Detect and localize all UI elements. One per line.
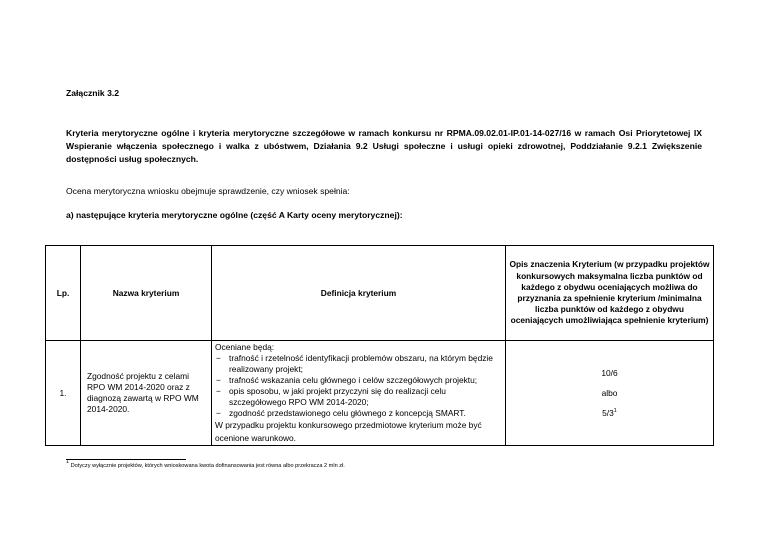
list-item-text: zgodność przedstawionego celu głównego z koncepcją SMART. (229, 408, 466, 418)
dash-bullet-icon: − (216, 408, 221, 418)
section-a-title: a) następujące kryteria merytoryczne ogólne (część A Karty oceny merytorycznej): (66, 210, 403, 220)
score-alt-line (506, 403, 713, 423)
document-heading: Kryteria merytoryczne ogólne i kryteria merytoryczne szczegółowe w ramach konkursu nr RPMA.09.02.01-IP.01-14-027/16 w ramach Osi Priorytetowej IX Wspieranie włączenia społecznego i walka z ubóstwem, Działania 9.2 Usługi społeczne i usługi opieki zdrowotnej, Poddziałanie 9.2.1 Zwiększenie dostępności usług społecznych. (66, 128, 702, 164)
footnote (66, 459, 345, 469)
row-criterion-definition (212, 341, 506, 446)
dash-bullet-icon: − (216, 353, 221, 363)
dash-bullet-icon: − (216, 386, 221, 396)
score-or: albo (601, 388, 618, 398)
list-item-text: trafność wskazania celu głównego i celów szczegółowych projektu; (229, 375, 478, 385)
score-alt: 5/3 (602, 408, 614, 418)
row-criterion-name: Zgodność projektu z celami RPO WM 2014-2020 oraz z diagnozą zawartą w RPO WM 2014-2020. (81, 341, 212, 446)
score-max: 10/6 (601, 368, 618, 378)
list-item (215, 353, 502, 375)
criteria-table (45, 245, 714, 446)
footnote-ref: 1 (613, 408, 617, 414)
footnote-mark: 1 (66, 459, 70, 465)
row-lp: 1. (46, 341, 81, 446)
definition-note: W przypadku projektu konkursowego przedmiotowe kryterium może być ocenione warunkowo. (215, 420, 482, 443)
list-item (215, 375, 502, 386)
header-name: Nazwa kryterium (81, 246, 212, 341)
header-definition: Definicja kryterium (212, 246, 506, 341)
annex-title: Załącznik 3.2 (66, 88, 120, 98)
list-item-text: opis sposobu, w jaki projekt przyczyni się do realizacji celu szczegółowego RPO WM 2014-2020; (229, 386, 446, 407)
dash-bullet-icon: − (216, 375, 221, 385)
list-item (215, 386, 502, 408)
list-item-text: trafność i rzetelność identyfikacji problemów obszaru, na którym będzie realizowany projekt; (229, 353, 493, 374)
list-item (215, 408, 502, 419)
row-score (506, 341, 714, 446)
header-description: Opis znaczenia Kryterium (w przypadku projektów konkursowych maksymalna liczba punktów od każdego z obydwu oceniających możliwa do przyznania za spełnienie kryterium /minimalna liczba punktów od każdego z obydwu oceniających umożliwiająca spełnienie kryterium) (506, 246, 714, 341)
table-row (46, 341, 714, 446)
table-header-row (46, 246, 714, 341)
intro-text: Ocena merytoryczna wniosku obejmuje sprawdzenie, czy wniosek spełnia: (66, 186, 350, 196)
definition-list (215, 353, 502, 419)
footnote-separator (66, 459, 186, 460)
footnote-text: Dotyczy wyłącznie projektów, których wnioskowana kwota dofinansowania jest równa albo przekracza 2 mln zł. (70, 463, 345, 469)
definition-intro: Oceniane będą: (215, 342, 275, 352)
header-lp: Lp. (46, 246, 81, 341)
